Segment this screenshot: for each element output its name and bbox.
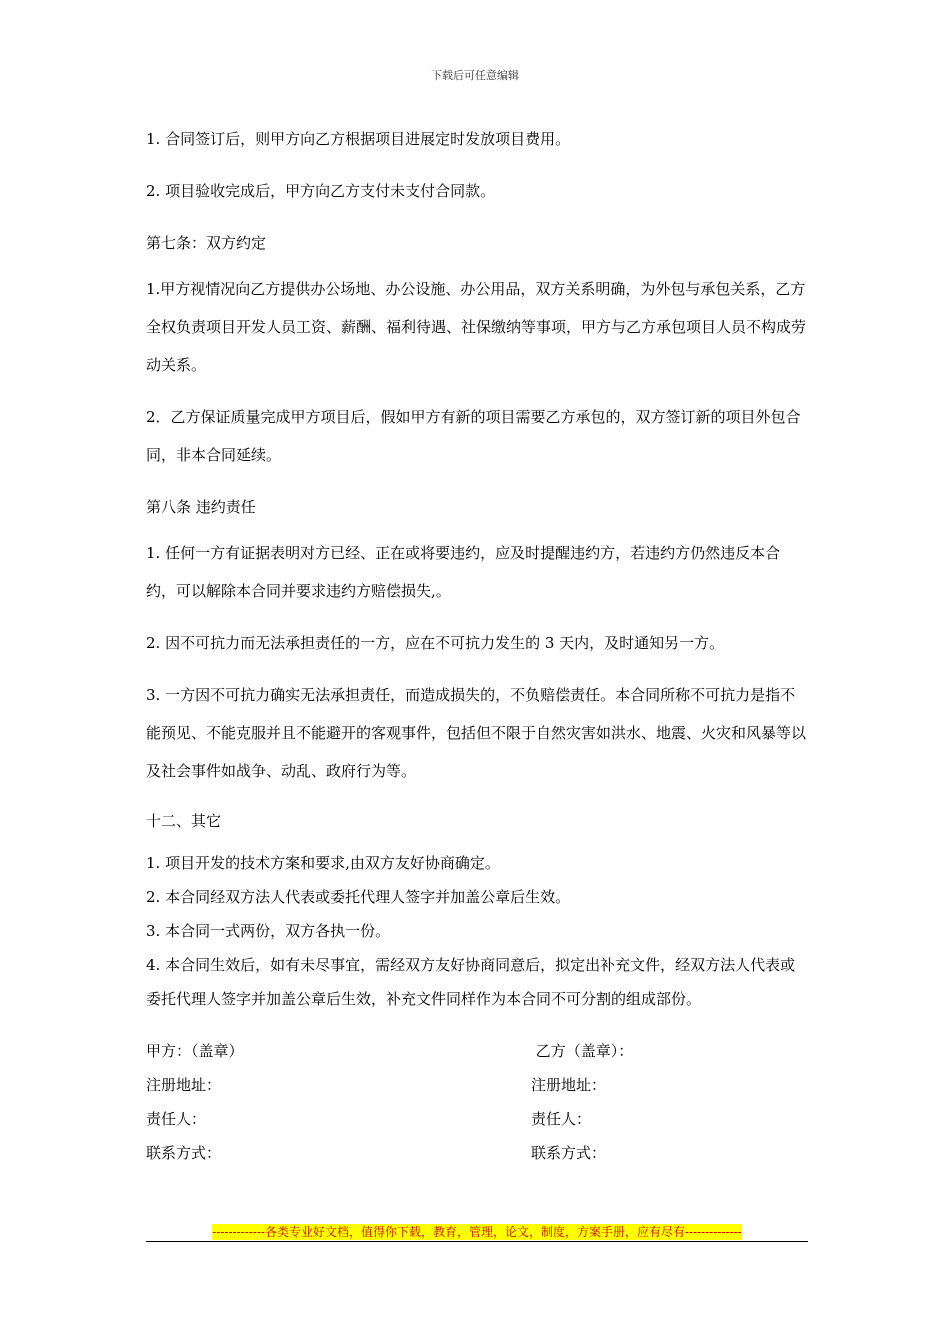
section-heading-article-8: 第八条 违约责任 (146, 498, 256, 516)
signature-address-row (146, 1068, 808, 1102)
page-header: 下载后可任意编辑 (431, 69, 519, 82)
agreement-clause-1: 1.甲方视情况向乙方提供办公场地、办公设施、办公用品，双方关系明确，为外包与承包关系，乙方全权负责项目开发人员工资、薪酬、福利待遇、社保缴纳等事项，甲方与乙方承包项目人员不构成劳动关系。 (146, 280, 807, 374)
party-a-address: 注册地址： (146, 1076, 222, 1094)
party-a-responsible: 责任人： (146, 1110, 207, 1128)
section-heading-other: 十二、其它 (146, 812, 222, 830)
liability-clause-1: 1. 任何一方有证据表明对方已经、正在或将要违约，应及时提醒违约方，若违约方仍然违反本合约，可以解除本合同并要求违约方赔偿损失,。 (146, 544, 781, 600)
signature-responsible-row (146, 1102, 808, 1136)
party-b-address: 注册地址： (531, 1076, 607, 1094)
party-a-contact: 联系方式： (146, 1144, 222, 1162)
footer-banner-text: -------------各类专业好文档，值得你下载，教育，管理，论文，制度，方案手册，应有尽有-------------- (212, 1225, 742, 1239)
payment-clause-2: 2. 项目验收完成后，甲方向乙方支付未支付合同款。 (146, 182, 496, 200)
footer-banner (146, 1221, 808, 1240)
other-clause-2: 2. 本合同经双方法人代表或委托代理人签字并加盖公章后生效。 (146, 888, 571, 906)
other-clause-4: 4. 本合同生效后，如有未尽事宜，需经双方友好协商同意后，拟定出补充文件，经双方法人代表或委托代理人签字并加盖公章后生效，补充文件同样作为本合同不可分割的组成部份。 (146, 956, 796, 1008)
party-b-responsible: 责任人： (531, 1110, 592, 1128)
liability-clause-2: 2. 因不可抗力而无法承担责任的一方，应在不可抗力发生的 3 天内，及时通知另一方。 (146, 634, 725, 652)
signature-block (146, 1034, 808, 1170)
signature-contact-row (146, 1136, 808, 1170)
party-b-title: 乙方（盖章）： (531, 1042, 634, 1060)
liability-clause-3: 3. 一方因不可抗力确实无法承担责任，而造成损失的，不负赔偿责任。本合同所称不可抗力是指不能预见、不能克服并且不能避开的客观事件，包括但不限于自然灾害如洪水、地震、火灾和风暴等以及社会事件如战争、动乱、政府行为等。 (146, 686, 807, 780)
footer-divider (146, 1241, 808, 1242)
other-clause-1: 1. 项目开发的技术方案和要求,由双方友好协商确定。 (146, 854, 500, 872)
payment-clause-1: 1. 合同签订后，则甲方向乙方根据项目进展定时发放项目费用。 (146, 130, 571, 148)
party-b-contact: 联系方式： (531, 1144, 607, 1162)
other-clause-3: 3. 本合同一式两份，双方各执一份。 (146, 922, 391, 940)
agreement-clause-2: 2．乙方保证质量完成甲方项目后，假如甲方有新的项目需要乙方承包的，双方签订新的项目外包合同，非本合同延续。 (146, 408, 801, 464)
section-heading-article-7: 第七条：双方约定 (146, 234, 267, 252)
signature-title-row (146, 1034, 808, 1068)
party-a-title: 甲方：（盖章） (146, 1042, 244, 1060)
contract-body (146, 120, 808, 1016)
